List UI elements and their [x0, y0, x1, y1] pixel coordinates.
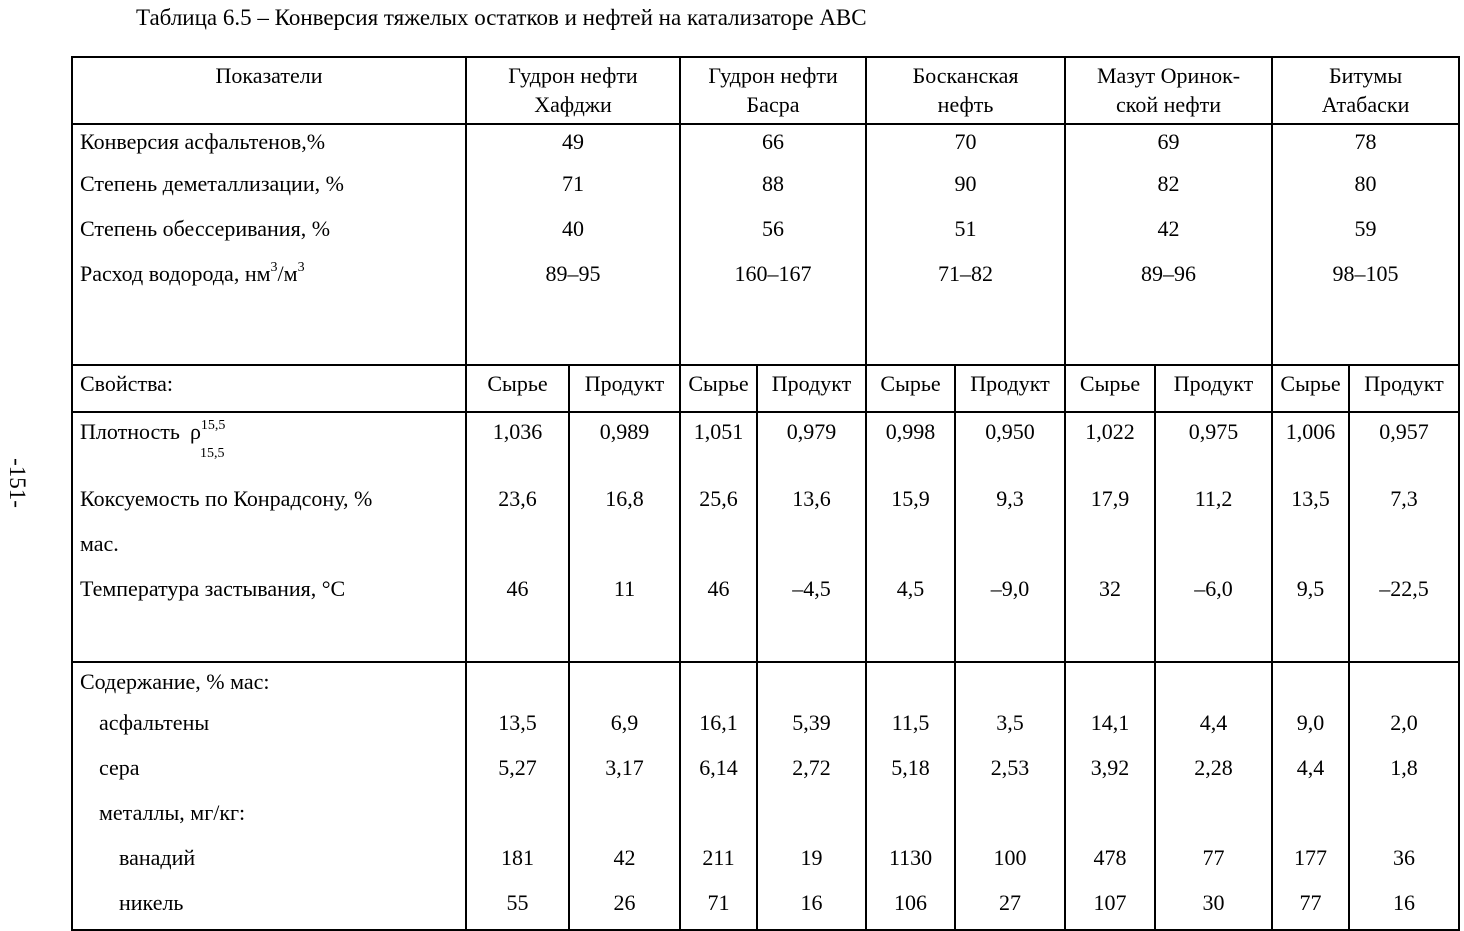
- cell-value: 2,53: [955, 750, 1065, 795]
- cell-value: 56: [680, 214, 866, 259]
- empty-cell: [1272, 795, 1349, 840]
- empty-cell: [466, 662, 569, 705]
- cell-value: 46: [680, 574, 757, 662]
- header-col-3-line1: Босканская: [912, 63, 1019, 88]
- header-col-4-line1: Мазут Оринок-: [1096, 63, 1241, 88]
- cell-value: 5,27: [466, 750, 569, 795]
- header-col-3-line2: нефть: [937, 92, 994, 117]
- cell-value: 49: [466, 124, 680, 169]
- cell-value: 59: [1272, 214, 1459, 259]
- empty-cell: [955, 795, 1065, 840]
- cell-value: 1,036: [466, 412, 569, 484]
- cell-value: 80: [1272, 169, 1459, 214]
- empty-cell: [1349, 795, 1459, 840]
- table-caption: Таблица 6.5 – Конверсия тяжелых остатков и нефтей на катализаторе АВС: [136, 5, 867, 30]
- row-label: [72, 484, 466, 574]
- rho-sup: 15,5: [200, 418, 226, 433]
- cell-value: 2,0: [1349, 705, 1459, 750]
- cell-value: 7,3: [1349, 484, 1459, 574]
- cell-value: 4,5: [866, 574, 955, 662]
- rho-sub: 15,5: [199, 446, 225, 461]
- row-label: Конверсия асфальтенов,%: [72, 124, 466, 169]
- row-label: Степень деметаллизации, %: [72, 169, 466, 214]
- cell-value: 89–95: [466, 259, 680, 365]
- cell-value: 0,979: [757, 412, 866, 484]
- row-sulfur: [72, 750, 1459, 795]
- cell-value: –6,0: [1155, 574, 1272, 662]
- cell-value: 6,9: [569, 705, 680, 750]
- cell-value: 90: [866, 169, 1065, 214]
- cell-value: 13,5: [466, 705, 569, 750]
- row-label: асфальтены: [72, 705, 466, 750]
- cell-value: 27: [955, 885, 1065, 930]
- row-label: Степень обессеривания, %: [72, 214, 466, 259]
- empty-cell: [757, 795, 866, 840]
- empty-cell: [1065, 795, 1155, 840]
- label-sup: 3: [297, 260, 305, 275]
- empty-cell: [680, 795, 757, 840]
- cell-value: 13,5: [1272, 484, 1349, 574]
- header-col-5-line2: Атабаски: [1321, 92, 1410, 117]
- cell-value: 11,2: [1155, 484, 1272, 574]
- cell-value: 211: [680, 840, 757, 885]
- cell-value: –9,0: [955, 574, 1065, 662]
- header-col-1: [466, 57, 680, 124]
- cell-value: 98–105: [1272, 259, 1459, 365]
- subheader-raw: Сырье: [1272, 365, 1349, 412]
- header-col-2: [680, 57, 866, 124]
- cell-value: 1,051: [680, 412, 757, 484]
- cell-value: 1,022: [1065, 412, 1155, 484]
- cell-value: 0,975: [1155, 412, 1272, 484]
- cell-value: 26: [569, 885, 680, 930]
- header-col-1-line2: Хафджи: [534, 92, 612, 117]
- cell-value: 42: [569, 840, 680, 885]
- cell-value: 66: [680, 124, 866, 169]
- rho-glyph: ρ: [189, 419, 201, 444]
- cell-value: 1,006: [1272, 412, 1349, 484]
- row-content-header: [72, 662, 1459, 705]
- header-col-3: [866, 57, 1065, 124]
- cell-value: 23,6: [466, 484, 569, 574]
- page-number: -151-: [4, 458, 30, 508]
- cell-value: 177: [1272, 840, 1349, 885]
- cell-value: 0,957: [1349, 412, 1459, 484]
- cell-value: 3,17: [569, 750, 680, 795]
- row-nickel: [72, 885, 1459, 930]
- cell-value: 77: [1155, 840, 1272, 885]
- conversion-table: [71, 56, 1460, 931]
- empty-cell: [1155, 795, 1272, 840]
- row-label: ванадий: [72, 840, 466, 885]
- cell-value: 88: [680, 169, 866, 214]
- cell-value: 107: [1065, 885, 1155, 930]
- cell-value: 15,9: [866, 484, 955, 574]
- header-col-5: [1272, 57, 1459, 124]
- row-label: никель: [72, 885, 466, 930]
- rho-symbol: [189, 417, 226, 461]
- subheader-raw: Сырье: [1065, 365, 1155, 412]
- cell-value: –22,5: [1349, 574, 1459, 662]
- cell-value: 0,989: [569, 412, 680, 484]
- cell-value: 4,4: [1155, 705, 1272, 750]
- row-label: [72, 412, 466, 484]
- row-label: Температура застывания, °С: [72, 574, 466, 662]
- subheader-product: Продукт: [1349, 365, 1459, 412]
- cell-value: 71: [680, 885, 757, 930]
- cell-value: 16,8: [569, 484, 680, 574]
- row-demetallization: [72, 169, 1459, 214]
- cell-value: 160–167: [680, 259, 866, 365]
- row-asphaltene-conversion: [72, 124, 1459, 169]
- empty-cell: [866, 662, 955, 705]
- label-text: Плотность: [80, 419, 180, 444]
- cell-value: 25,6: [680, 484, 757, 574]
- cell-value: 11: [569, 574, 680, 662]
- header-col-4-line2: ской нефти: [1116, 92, 1222, 117]
- row-properties-header: [72, 365, 1459, 412]
- cell-value: 19: [757, 840, 866, 885]
- header-indicators: Показатели: [72, 57, 466, 124]
- empty-cell: [569, 795, 680, 840]
- row-asphaltenes: [72, 705, 1459, 750]
- cell-value: 181: [466, 840, 569, 885]
- cell-value: 9,5: [1272, 574, 1349, 662]
- label-line2: мас.: [80, 531, 119, 556]
- cell-value: 55: [466, 885, 569, 930]
- empty-cell: [1272, 662, 1349, 705]
- subheader-product: Продукт: [757, 365, 866, 412]
- cell-value: 13,6: [757, 484, 866, 574]
- row-label: Свойства:: [72, 365, 466, 412]
- cell-value: 9,3: [955, 484, 1065, 574]
- subheader-product: Продукт: [569, 365, 680, 412]
- cell-value: 77: [1272, 885, 1349, 930]
- cell-value: 0,950: [955, 412, 1065, 484]
- header-col-2-line2: Басра: [746, 92, 800, 117]
- cell-value: 478: [1065, 840, 1155, 885]
- cell-value: 3,92: [1065, 750, 1155, 795]
- cell-value: 2,28: [1155, 750, 1272, 795]
- cell-value: 106: [866, 885, 955, 930]
- label-text: Расход водорода, нм: [80, 261, 271, 286]
- empty-cell: [1155, 662, 1272, 705]
- empty-cell: [757, 662, 866, 705]
- header-col-5-line1: Битумы: [1328, 63, 1403, 88]
- row-hydrogen-consumption: [72, 259, 1459, 365]
- cell-value: 2,72: [757, 750, 866, 795]
- cell-value: –4,5: [757, 574, 866, 662]
- cell-value: 71: [466, 169, 680, 214]
- empty-cell: [680, 662, 757, 705]
- cell-value: 17,9: [1065, 484, 1155, 574]
- empty-cell: [569, 662, 680, 705]
- cell-value: 78: [1272, 124, 1459, 169]
- cell-value: 70: [866, 124, 1065, 169]
- label-sup: 3: [270, 260, 278, 275]
- cell-value: 16: [1349, 885, 1459, 930]
- empty-cell: [1349, 662, 1459, 705]
- cell-value: 9,0: [1272, 705, 1349, 750]
- cell-value: 71–82: [866, 259, 1065, 365]
- empty-cell: [1065, 662, 1155, 705]
- cell-value: 36: [1349, 840, 1459, 885]
- cell-value: 14,1: [1065, 705, 1155, 750]
- cell-value: 69: [1065, 124, 1272, 169]
- cell-value: 1130: [866, 840, 955, 885]
- row-label: Содержание, % мас:: [72, 662, 466, 705]
- cell-value: 30: [1155, 885, 1272, 930]
- cell-value: 5,18: [866, 750, 955, 795]
- row-density: [72, 412, 1459, 484]
- cell-value: 0,998: [866, 412, 955, 484]
- cell-value: 32: [1065, 574, 1155, 662]
- row-coking: [72, 484, 1459, 574]
- label-text: /м: [277, 261, 298, 286]
- cell-value: 4,4: [1272, 750, 1349, 795]
- cell-value: 6,14: [680, 750, 757, 795]
- cell-value: 11,5: [866, 705, 955, 750]
- subheader-product: Продукт: [955, 365, 1065, 412]
- row-pour-point: [72, 574, 1459, 662]
- cell-value: 82: [1065, 169, 1272, 214]
- subheader-raw: Сырье: [866, 365, 955, 412]
- subheader-product: Продукт: [1155, 365, 1272, 412]
- row-label: [72, 259, 466, 365]
- cell-value: 3,5: [955, 705, 1065, 750]
- row-desulfurization: [72, 214, 1459, 259]
- header-col-2-line1: Гудрон нефти: [708, 63, 838, 88]
- header-col-4: [1065, 57, 1272, 124]
- empty-cell: [866, 795, 955, 840]
- subheader-raw: Сырье: [466, 365, 569, 412]
- label-line1: Коксуемость по Конрадсону, %: [80, 486, 373, 511]
- empty-cell: [466, 795, 569, 840]
- cell-value: 40: [466, 214, 680, 259]
- cell-value: 5,39: [757, 705, 866, 750]
- cell-value: 51: [866, 214, 1065, 259]
- row-label: металлы, мг/кг:: [72, 795, 466, 840]
- header-row: [72, 57, 1459, 124]
- cell-value: 89–96: [1065, 259, 1272, 365]
- row-vanadium: [72, 840, 1459, 885]
- cell-value: 1,8: [1349, 750, 1459, 795]
- cell-value: 100: [955, 840, 1065, 885]
- cell-value: 16: [757, 885, 866, 930]
- cell-value: 16,1: [680, 705, 757, 750]
- header-col-1-line1: Гудрон нефти: [508, 63, 638, 88]
- row-label: сера: [72, 750, 466, 795]
- cell-value: 46: [466, 574, 569, 662]
- cell-value: 42: [1065, 214, 1272, 259]
- row-metals-header: [72, 795, 1459, 840]
- subheader-raw: Сырье: [680, 365, 757, 412]
- empty-cell: [955, 662, 1065, 705]
